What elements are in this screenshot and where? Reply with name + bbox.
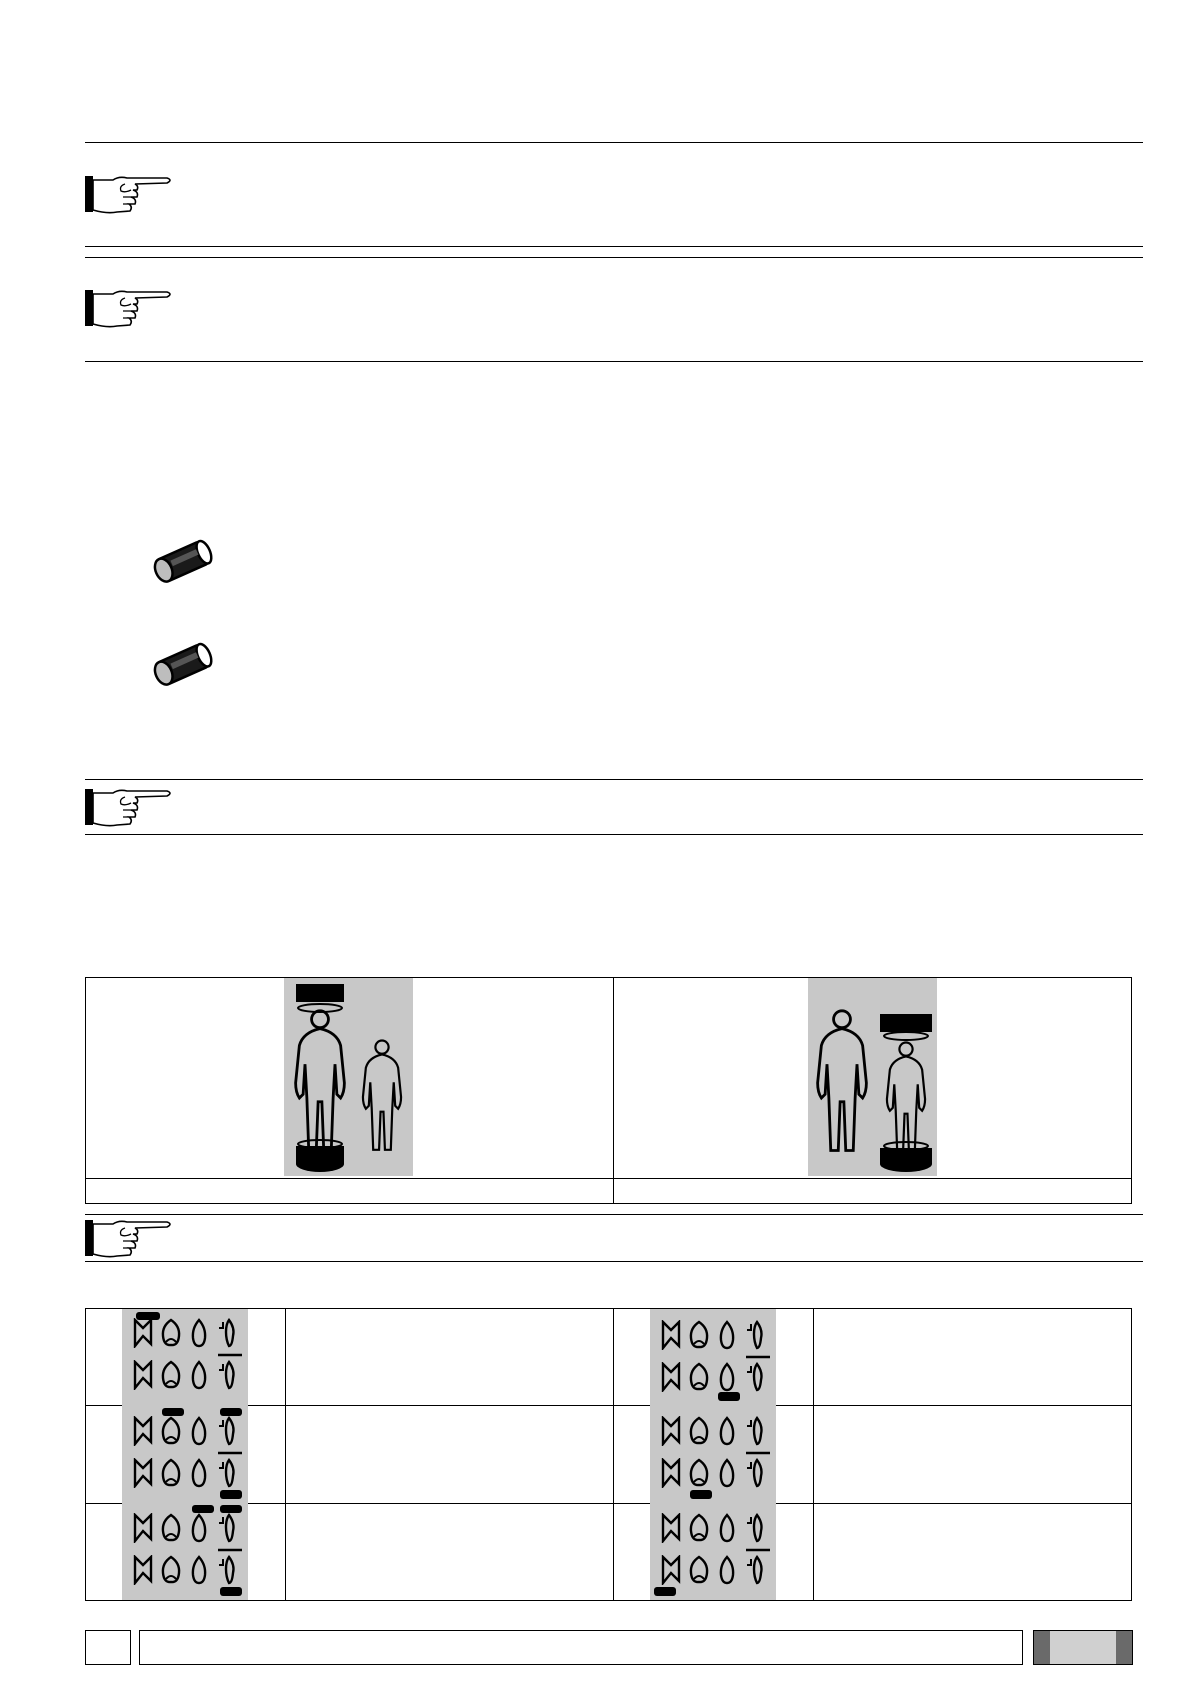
teeth-diagram-icon [652,1312,776,1406]
roller-icon [150,535,214,589]
teeth-diagram-icon [652,1408,776,1502]
teeth-table-col-2 [613,1308,614,1601]
note-3-top-rule [85,779,1143,780]
height-table-caption-rule [85,1178,1132,1179]
teeth-table-col-1 [285,1308,286,1601]
pointing-hand-icon [85,785,175,831]
roller-icon [150,638,214,692]
note-2-top-rule [85,257,1143,258]
adult-child-scanner-icon [284,978,413,1176]
teeth-table-col-3 [813,1308,814,1601]
note-1-top-rule [85,142,1143,143]
note-2-bottom-rule [85,361,1143,362]
pointing-hand-icon [85,172,175,218]
teeth-diagram-icon [124,1505,248,1599]
note-4-top-rule [85,1214,1143,1215]
child-scanner-icon [808,978,937,1176]
pointing-hand-icon [85,1216,175,1262]
height-table-divider [613,977,614,1204]
note-3-bottom-rule [85,834,1143,835]
note-4-bottom-rule [85,1261,1143,1262]
teeth-diagram-icon [124,1312,248,1402]
height-table [85,977,1132,1204]
footer-title-box [139,1630,1023,1665]
teeth-diagram-icon [124,1408,248,1502]
note-1-bottom-rule [85,246,1143,247]
footer-badge [1033,1630,1133,1665]
pointing-hand-icon [85,286,175,332]
page-number-box [85,1630,131,1665]
teeth-diagram-icon [652,1505,776,1599]
